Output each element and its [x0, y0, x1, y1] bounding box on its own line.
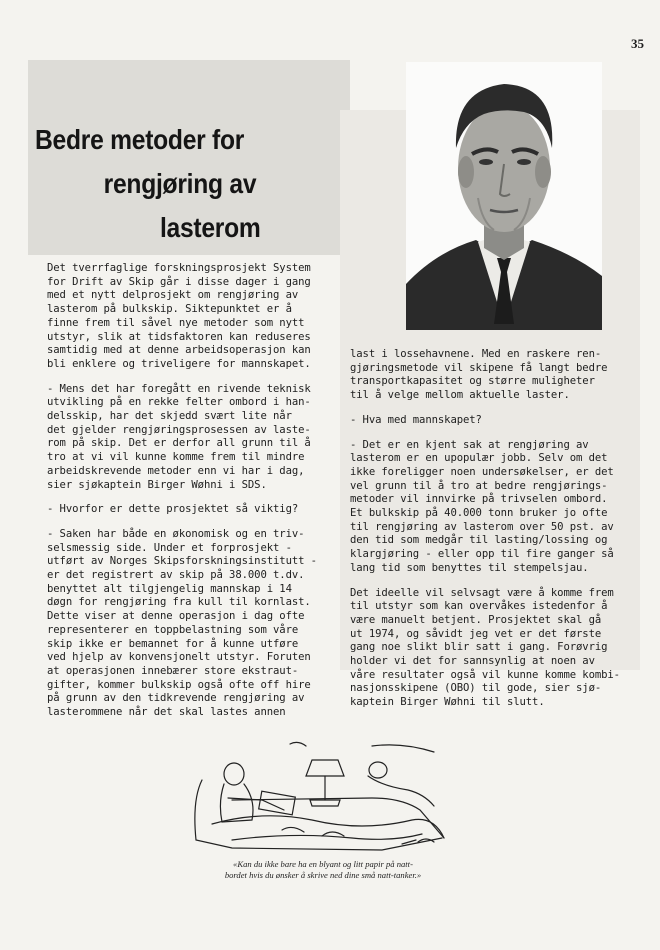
headline-line-2: rengjøring av [103, 168, 257, 199]
cartoon-caption [178, 859, 468, 881]
paragraph: - Saken har både en økonomisk og en triv- selsmessig side. Under et forprosjekt - utført av Norges Skipsforskningsinstitutt - er det registrert av skip på 38.000 t.dv. benyttet alt tilgjengelig mannskap i 14 døgn for rengjøring fra kull til kornlast. Dette viser at denne operasjon i dag ofte representerer en toppbelastning som våre skip ikke er bemannet for å kunne utføre ved hjelp av konvensjonelt utstyr. Foruten at operasjonen innebærer store ekstraut- gifter, kommer bulkskip også ofte off hire på grunn av den tidkrevende rengjøring av lasterommene når det skal lastes annen [47, 527, 317, 719]
portrait-photo [406, 62, 602, 330]
bedroom-cartoon-drawing [172, 740, 462, 858]
portrait-illustration [406, 62, 602, 330]
paragraph: - Hva med mannskapet? [350, 413, 482, 426]
paragraph: - Hvorfor er dette prosjektet så viktig? [47, 503, 299, 516]
paragraph: Det tverrfaglige forskningsprosjekt System for Drift av Skip går i disse dager i gang med et nytt delprosjekt om rengjøring av lasterom på bulkskip. Siktepunktet er å finne frem til såvel nye metoder som nytt utstyr, slik at tidsfaktoren kan reduseres samtidig med at denne arbeidsoperasjon kan bli enklere og triveligere for mannskapet. [47, 262, 311, 370]
cartoon-illustration [172, 740, 462, 858]
paragraph: - Mens det har foregått en rivende teknisk utvikling på en rekke felter ombord i han- delsskip, har det skjedd svært lite når det gjelder rengjøringsprosessen av laste- rom på skip. Det er derfor all grunn til å tro at vi vil kunne komme frem til mindre arbeidskrevende metoder enn vi har i dag, sier sjøkaptein Birger Wøhni i SDS. [47, 382, 311, 491]
paragraph: Det ideelle vil selvsagt være å komme frem til utstyr som kan overvåkes istedenfor å være manuelt betjent. Prosjektet skal gå ut 1974, og såvidt jeg vet er det første gang noe slikt blir satt i gang. Forøvrig holder vi det for sannsynlig at noen av våre resultater også vil kunne komme kombi- nasjonsskipene (OBO) til gode, sier sjø- kaptein Birger Wøhni til slutt. [350, 586, 620, 709]
caption-line-1: «Kan du ikke bare ha en blyant og litt papir på natt- [233, 859, 413, 869]
article-column-left [47, 262, 342, 731]
paragraph: - Det er en kjent sak at rengjøring av lasterom er en upopulær jobb. Selv om det ikke foreligger noen undersøkelser, er det vel grunn til å tro at bedre rengjørings- metoder vil innvirke på trivselen ombord. Et bulkskip på 40.000 tonn bruker jo ofte til rengjøring av lasterom over 50 pst. av den tid som medgår til lasting/lossing og klargjøring - eller opp til fire ganger så lang tid som benyttes til stempelsjau. [350, 438, 614, 574]
headline-line-3: lasterom [159, 212, 261, 243]
paragraph: last i lossehavnene. Med en raskere ren- gjøringsmetode vil skipene få langt bedre transportkapasitet og større muligheter til å velge mellom aktuelle laster. [350, 348, 608, 402]
caption-line-2: bordet hvis du ønsker å skrive ned dine små natt-tanker.» [224, 870, 422, 880]
article-column-right [350, 348, 650, 721]
article-headline [35, 118, 261, 250]
page-number: 35 [631, 36, 644, 51]
headline-line-1: Bedre metoder for [35, 124, 245, 155]
